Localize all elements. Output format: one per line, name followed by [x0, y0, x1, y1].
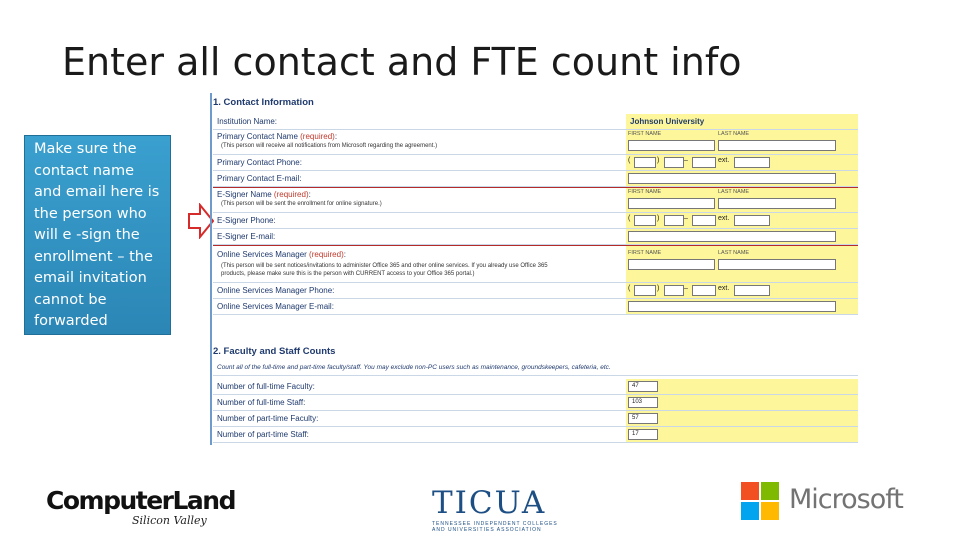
dash: –	[684, 285, 688, 292]
first-name-caption: FIRST NAME	[628, 189, 662, 195]
ticua-subtitle-2: AND UNIVERSITIES ASSOCIATION	[432, 527, 542, 533]
count-label: Number of full-time Faculty:	[217, 382, 315, 391]
esigner-phone-row	[213, 213, 858, 229]
osm-first-name-input[interactable]	[628, 259, 715, 270]
microsoft-squares-icon	[741, 482, 779, 520]
count-label: Number of part-time Faculty:	[217, 414, 319, 423]
paren-close: )	[657, 285, 660, 292]
section2-note-row	[213, 361, 858, 376]
osm-note-line2: products, please make sure this is the person with CURRENT access to your Office 365 portal.)	[221, 271, 475, 277]
count-value: 17	[632, 431, 639, 437]
primary-name-label: Primary Contact Name (required):	[217, 132, 338, 141]
institution-label: Institution Name:	[217, 117, 278, 126]
osm-note-line1: (This person will be sent notices/invitations to administer Office 365 and other online services. If you already use Office 365	[221, 263, 548, 269]
section2-note: Count all of the full-time and part-time faculty/staff. You may exclude non-PC users such as maintenance, groundskeepers, cafeteria, etc.	[217, 364, 611, 371]
primary-phone-fields	[626, 155, 858, 170]
microsoft-logo	[741, 482, 903, 525]
microsoft-wordmark: Microsoft	[789, 484, 903, 515]
computerland-logo	[46, 486, 235, 527]
primary-email-field-wrap	[626, 171, 858, 186]
ext-label: ext.	[718, 285, 730, 292]
osm-email-field-wrap	[626, 299, 858, 314]
esigner-email-input[interactable]	[628, 231, 836, 242]
institution-field[interactable]	[626, 114, 858, 129]
osm-email-label: Online Services Manager E-mail:	[217, 302, 334, 311]
primary-phone-line-input[interactable]	[692, 157, 716, 168]
primary-ext-input[interactable]	[734, 157, 770, 168]
count-input[interactable]	[628, 413, 658, 424]
esigner-ext-input[interactable]	[734, 215, 770, 226]
count-row	[213, 395, 858, 411]
osm-email-input[interactable]	[628, 301, 836, 312]
last-name-caption: LAST NAME	[718, 189, 750, 195]
dash: –	[684, 157, 688, 164]
section1-title: 1. Contact Information	[213, 97, 314, 108]
count-value: 57	[632, 415, 639, 421]
slide-title: Enter all contact and FTE count info	[62, 40, 742, 84]
count-input[interactable]	[628, 381, 658, 392]
esigner-name-row	[213, 188, 858, 213]
count-field-wrap	[626, 411, 858, 426]
esigner-area-code-input[interactable]	[634, 215, 656, 226]
paren-close: )	[657, 157, 660, 164]
count-label: Number of full-time Staff:	[217, 398, 306, 407]
osm-phone-label: Online Services Manager Phone:	[217, 286, 335, 295]
last-name-caption: LAST NAME	[718, 131, 750, 137]
first-name-caption: FIRST NAME	[628, 250, 662, 256]
esigner-phone-line-input[interactable]	[692, 215, 716, 226]
count-input[interactable]	[628, 429, 658, 440]
esigner-note: (This person will be sent the enrollment for online signature.)	[221, 201, 382, 207]
primary-email-row	[213, 171, 858, 187]
count-field-wrap	[626, 395, 858, 410]
primary-email-input[interactable]	[628, 173, 836, 184]
primary-area-code-input[interactable]	[634, 157, 656, 168]
primary-phone-row	[213, 155, 858, 171]
callout-note: Make sure the contact name and email here is the person who will e -sign the enrollment – the email invitation cannot be forwarded	[24, 135, 171, 335]
primary-name-row	[213, 130, 858, 155]
paren-open: (	[628, 157, 631, 164]
esigner-email-field-wrap	[626, 229, 858, 244]
osm-name-fields	[626, 246, 858, 282]
primary-name-fields	[626, 130, 858, 154]
count-row	[213, 411, 858, 427]
ext-label: ext.	[718, 215, 730, 222]
primary-phone-label: Primary Contact Phone:	[217, 158, 302, 167]
count-value: 103	[632, 399, 643, 405]
institution-row	[213, 114, 858, 130]
esigner-phone-label: E-Signer Phone:	[217, 216, 276, 225]
osm-phone-fields	[626, 283, 858, 298]
osm-name-row	[213, 246, 858, 283]
paren-open: (	[628, 285, 631, 292]
osm-phone-row	[213, 283, 858, 299]
primary-last-name-input[interactable]	[718, 140, 836, 151]
osm-last-name-input[interactable]	[718, 259, 836, 270]
first-name-caption: FIRST NAME	[628, 131, 662, 137]
ticua-wordmark: TICUA	[432, 485, 547, 521]
primary-phone-prefix-input[interactable]	[664, 157, 684, 168]
esigner-name-label: E-Signer Name (required):	[217, 190, 311, 199]
form-left-border	[210, 93, 212, 445]
primary-name-note: (This person will receive all notifications from Microsoft regarding the agreement.)	[221, 143, 438, 149]
ticua-subtitle-1: TENNESSEE INDEPENDENT COLLEGES	[432, 521, 558, 527]
computerland-subtitle: Silicon Valley	[132, 514, 207, 527]
esigner-phone-prefix-input[interactable]	[664, 215, 684, 226]
osm-phone-prefix-input[interactable]	[664, 285, 684, 296]
paren-close: )	[657, 215, 660, 222]
ext-label: ext.	[718, 157, 730, 164]
enrollment-form-screenshot	[210, 93, 860, 445]
esigner-email-label: E-Signer E-mail:	[217, 232, 276, 241]
osm-email-row	[213, 299, 858, 315]
count-field-wrap	[626, 427, 858, 442]
esigner-phone-fields	[626, 213, 858, 228]
section2-title: 2. Faculty and Staff Counts	[213, 346, 336, 357]
ticua-logo	[432, 485, 558, 533]
computerland-wordmark: ComputerLand	[46, 486, 235, 515]
paren-open: (	[628, 215, 631, 222]
count-label: Number of part-time Staff:	[217, 430, 309, 439]
count-field-wrap	[626, 379, 858, 394]
esigner-name-fields	[626, 188, 858, 212]
count-input[interactable]	[628, 397, 658, 408]
osm-phone-line-input[interactable]	[692, 285, 716, 296]
primary-email-label: Primary Contact E-mail:	[217, 174, 302, 183]
esigner-last-name-input[interactable]	[718, 198, 836, 209]
osm-ext-input[interactable]	[734, 285, 770, 296]
last-name-caption: LAST NAME	[718, 250, 750, 256]
institution-value: Johnson University	[630, 117, 705, 126]
esigner-email-row	[213, 229, 858, 245]
esigner-first-name-input[interactable]	[628, 198, 715, 209]
osm-area-code-input[interactable]	[634, 285, 656, 296]
osm-name-label: Online Services Manager (required):	[217, 250, 346, 259]
count-row	[213, 427, 858, 443]
count-row	[213, 379, 858, 395]
count-value: 47	[632, 383, 639, 389]
dash: –	[684, 215, 688, 222]
primary-first-name-input[interactable]	[628, 140, 715, 151]
